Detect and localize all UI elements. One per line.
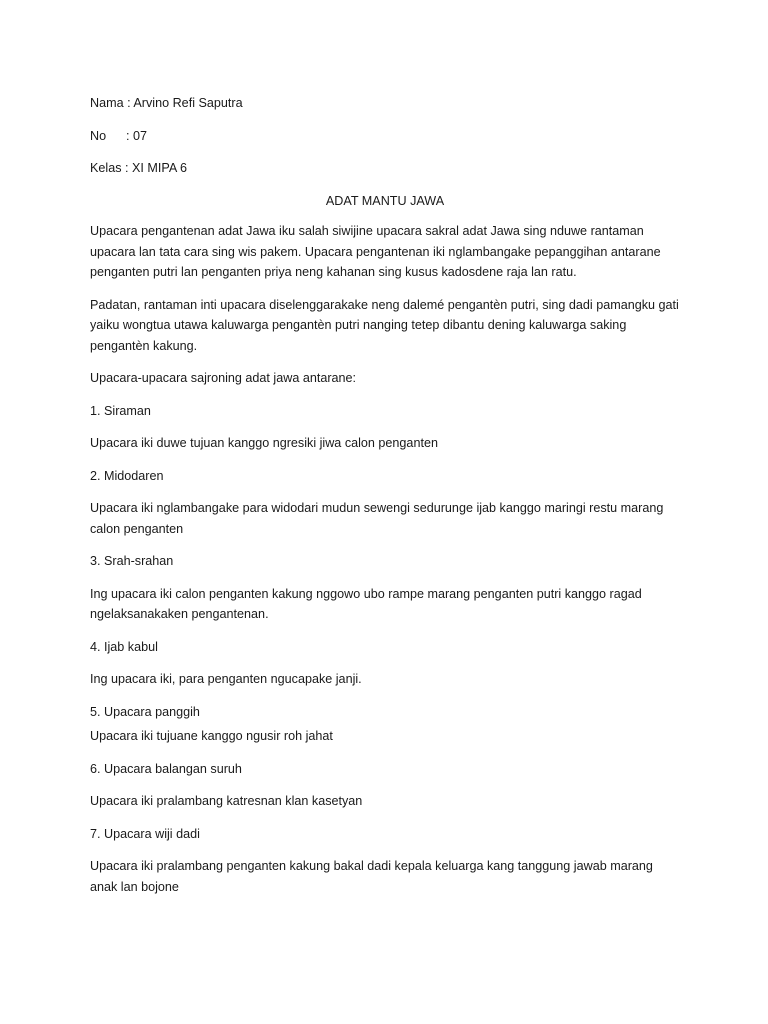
document-body (90, 93, 680, 909)
item-title: 5. Upacara panggih (90, 704, 200, 719)
student-number (90, 126, 680, 147)
item-description: Upacara iki pralambang penganten kakung bakal dadi kepala keluarga kang tanggung jawab marang anak lan bojone (90, 859, 653, 894)
intro-paragraph-2: Padatan, rantaman inti upacara diselenggarakake neng dalemé pengantèn putri, sing dadi pamangku gati yaiku wongtua utawa kaluwarga pengantèn putri nanging tetep dibantu dening kaluwarga saking pengantèn kakung. (90, 297, 679, 353)
student-number-value: : 07 (126, 128, 148, 143)
item-title: 4. Ijab kabul (90, 639, 158, 654)
student-class: Kelas : XI MIPA 6 (90, 161, 188, 175)
student-number-label: No (90, 128, 107, 143)
item-title: 1. Siraman (90, 403, 151, 418)
item-title: 7. Upacara wiji dadi (90, 826, 200, 841)
intro-paragraph-3: Upacara-upacara sajroning adat jawa antarane: (90, 371, 357, 385)
item-description: Upacara iki nglambangake para widodari mudun sewengi sedurunge ijab kanggo maringi restu marang calon penganten (90, 501, 664, 536)
item-description: Upacara iki tujuane kanggo ngusir roh jahat (90, 729, 333, 743)
item-title: 3. Srah-srahan (90, 554, 174, 568)
item-description: Upacara iki pralambang katresnan klan kasetyan (90, 794, 363, 808)
intro-paragraph-1: Upacara pengantenan adat Jawa iku salah siwijine upacara sakral adat Jawa sing nduwe rantaman upacara lan tata cara sing wis pakem. Upacara pengantenan iki nglambangake pepanggihan antarane penganten putri lan penganten priya neng kahanan sing kusus kadosdene raja lan ratu. (90, 224, 661, 279)
item-description: Upacara iki duwe tujuan kanggo ngresiki jiwa calon penganten (90, 436, 438, 450)
item-title: 2. Midodaren (90, 468, 164, 483)
student-name: Nama : Arvino Refi Saputra (90, 96, 243, 110)
item-title: 6. Upacara balangan suruh (90, 761, 242, 776)
item-description: Ing upacara iki, para penganten ngucapake janji. (90, 672, 362, 686)
item-description: Ing upacara iki calon penganten kakung nggowo ubo rampe marang penganten putri kanggo ragad ngelaksanakaken pengantenan. (90, 586, 642, 621)
document-title: ADAT MANTU JAWA (325, 193, 445, 208)
